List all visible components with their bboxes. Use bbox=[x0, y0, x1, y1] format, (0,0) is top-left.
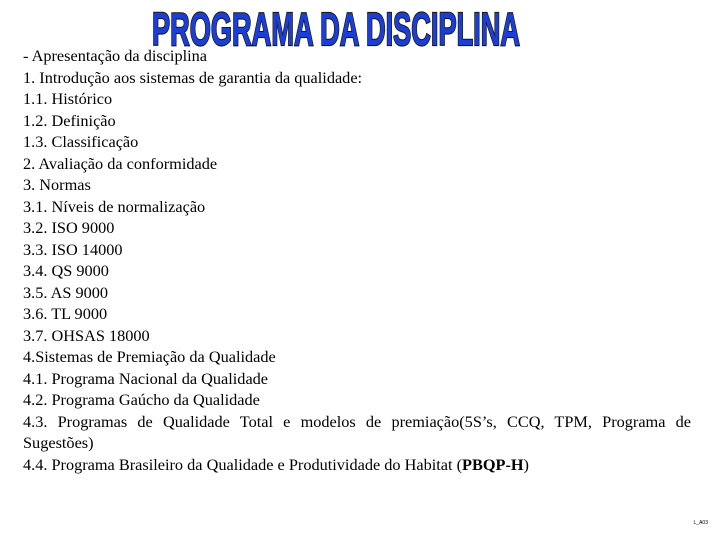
syllabus-line: 1.2. Definição bbox=[23, 110, 116, 130]
last-line-text: 4.4. Programa Brasileiro da Qualidade e Produtividade do Habitat ( bbox=[23, 454, 463, 474]
syllabus-line: 4.2. Programa Gaúcho da Qualidade bbox=[23, 390, 260, 409]
syllabus-line: 3.3. ISO 14000 bbox=[23, 239, 123, 259]
syllabus-line: 3.6. TL 9000 bbox=[23, 304, 108, 323]
slide-footer: L_A03 bbox=[693, 520, 708, 526]
pbqp-h-acronym: PBQP-H bbox=[462, 454, 524, 474]
title-text: PROGRAMA DA DISCIPLINA bbox=[152, 3, 520, 55]
syllabus-line: 1.3. Classificação bbox=[23, 132, 139, 151]
syllabus-line: - Apresentação da disciplina bbox=[23, 46, 207, 65]
syllabus-line: 3. Normas bbox=[23, 175, 91, 194]
syllabus-line: 4.3. Programas de Qualidade Total e modelos de premiação(5S’s, CCQ, TPM, Programa de Sugestões) bbox=[23, 411, 691, 452]
syllabus-line: 3.5. AS 9000 bbox=[23, 282, 109, 302]
syllabus-content bbox=[23, 45, 691, 475]
syllabus-line: 2. Avaliação da conformidade bbox=[23, 153, 218, 173]
syllabus-line: 3.7. OHSAS 18000 bbox=[23, 325, 150, 345]
syllabus-line: 3.4. QS 9000 bbox=[23, 261, 109, 280]
syllabus-line: 4.Sistemas de Premiação da Qualidade bbox=[23, 347, 276, 366]
syllabus-line: 4.1. Programa Nacional da Qualidade bbox=[23, 368, 269, 388]
last-line-close: ) bbox=[523, 454, 529, 474]
syllabus-line: 1.1. Histórico bbox=[23, 89, 113, 108]
syllabus-line: 3.2. ISO 9000 bbox=[23, 218, 115, 237]
syllabus-line-last bbox=[23, 454, 691, 476]
syllabus-line: 1. Introdução aos sistemas de garantia da qualidade: bbox=[23, 67, 363, 87]
syllabus-line: 3.1. Níveis de normalização bbox=[23, 196, 206, 216]
